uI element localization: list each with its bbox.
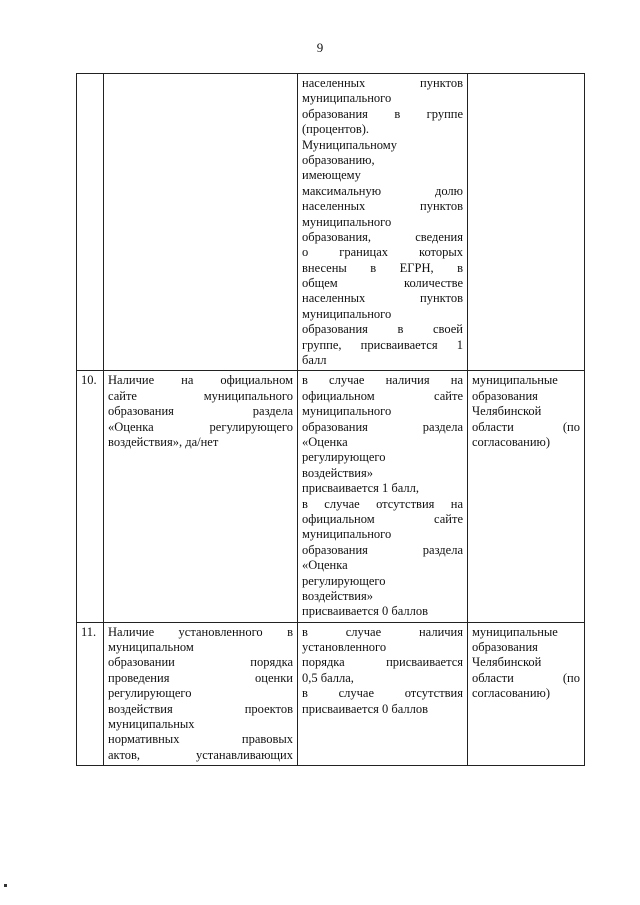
criteria-text-line: образования раздела <box>302 542 463 557</box>
criteria-text-line: воздействия» <box>302 465 373 480</box>
indicator-text-line: образования раздела <box>108 404 293 419</box>
criteria-text-line: установленного <box>302 640 387 655</box>
criteria-text-line: регулирующего <box>302 573 386 588</box>
criteria-text-line: образованию, <box>302 152 375 167</box>
indicator-text-line: регулирующего <box>108 686 192 701</box>
table-row <box>77 74 585 371</box>
criteria-text-line: образования в группе <box>302 106 463 121</box>
indicator-text-line: муниципальном <box>108 640 194 655</box>
criteria-text-line: балл <box>302 353 327 368</box>
criteria-text-line: образования в своей <box>302 322 463 337</box>
criteria-text-line: присваивается 0 баллов <box>302 604 429 619</box>
criteria-text-line: в случае отсутствия на <box>302 496 463 511</box>
criteria-text-line: в случае отсутствия <box>302 686 463 701</box>
criteria-text-line: муниципального <box>302 306 392 321</box>
criteria-text-line: «Оценка <box>302 558 348 573</box>
row-number-cell <box>77 371 104 622</box>
criteria-text-line: регулирующего <box>302 450 386 465</box>
criteria-text-line: порядка присваивается <box>302 655 463 670</box>
criteria-text-line: муниципального <box>302 214 392 229</box>
criteria-text-line: общем количестве <box>302 276 463 291</box>
criteria-cell <box>298 74 468 371</box>
page-number: 9 <box>316 40 324 55</box>
table-row <box>77 622 585 766</box>
indicator-cell <box>104 371 298 622</box>
criteria-text-line: муниципального <box>302 404 392 419</box>
indicator-text-line: актов, устанавливающих <box>108 747 293 762</box>
responsible-text-line: муниципальные <box>472 373 558 388</box>
indicator-text-line: проведения оценки <box>108 670 293 685</box>
criteria-text-line: воздействия» <box>302 588 373 603</box>
responsible-text-line: муниципальные <box>472 624 558 639</box>
criteria-text-line: максимальную долю <box>302 183 463 198</box>
indicator-cell <box>104 74 298 371</box>
criteria-text-line: имеющему <box>302 168 361 183</box>
table-row <box>77 371 585 622</box>
criteria-cell <box>298 622 468 766</box>
responsible-text-line: согласованию) <box>472 686 551 701</box>
responsible-text-line: области (по <box>472 419 580 434</box>
criteria-text-line: населенных пунктов <box>302 76 463 90</box>
criteria-text-line: официальном сайте <box>302 511 463 526</box>
indicator-text-line: воздействия», да/нет <box>108 434 219 449</box>
criteria-text-line: присваивается 1 балл, <box>302 481 420 496</box>
criteria-table <box>76 73 585 766</box>
responsible-text-line: Челябинской <box>472 404 542 419</box>
criteria-text-line: группе, присваивается 1 <box>302 337 463 352</box>
responsible-text-line: согласованию) <box>472 434 551 449</box>
criteria-text-line: Муниципальному <box>302 137 397 152</box>
criteria-text-line: «Оценка <box>302 434 348 449</box>
criteria-text-line: (процентов). <box>302 122 370 137</box>
criteria-text-line: присваивается 0 баллов <box>302 701 429 716</box>
criteria-text-line: образования, сведения <box>302 229 463 244</box>
criteria-text-line: 0,5 балла, <box>302 670 354 685</box>
criteria-text-line: образования раздела <box>302 419 463 434</box>
indicator-text-line: образовании порядка <box>108 655 293 670</box>
row-number: 11. <box>81 624 97 639</box>
indicator-text-line: сайте муниципального <box>108 388 293 403</box>
criteria-text-line: в случае наличия <box>302 624 463 639</box>
criteria-text-line: населенных пунктов <box>302 199 463 214</box>
responsible-text-line: образования <box>472 388 538 403</box>
scan-dot <box>4 884 7 887</box>
indicator-text-line: нормативных правовых <box>108 732 293 747</box>
criteria-text-line: официальном сайте <box>302 388 463 403</box>
responsible-text-line: образования <box>472 640 538 655</box>
indicator-text-line: Наличие на официальном <box>108 373 293 388</box>
criteria-cell <box>298 371 468 622</box>
criteria-text-line: муниципального <box>302 527 392 542</box>
indicator-text-line: «Оценка регулирующего <box>108 419 293 434</box>
responsible-text-line: области (по <box>472 670 580 685</box>
responsible-cell <box>468 74 585 371</box>
responsible-cell <box>468 622 585 766</box>
responsible-text-line: Челябинской <box>472 655 542 670</box>
criteria-text-line: внесены в ЕГРН, в <box>302 260 463 275</box>
indicator-cell <box>104 622 298 766</box>
indicator-text-line: Наличие установленного в <box>108 624 293 639</box>
indicator-text-line: муниципальных <box>108 717 195 732</box>
table-body <box>77 74 585 766</box>
row-number-cell <box>77 74 104 371</box>
criteria-text-line: муниципального <box>302 91 392 106</box>
criteria-text-line: о границах которых <box>302 245 463 260</box>
criteria-text-line: населенных пунктов <box>302 291 463 306</box>
row-number-cell <box>77 622 104 766</box>
indicator-text-line: воздействия проектов <box>108 701 293 716</box>
criteria-text-line: в случае наличия на <box>302 373 463 388</box>
row-number: 10. <box>81 373 97 388</box>
responsible-cell <box>468 371 585 622</box>
